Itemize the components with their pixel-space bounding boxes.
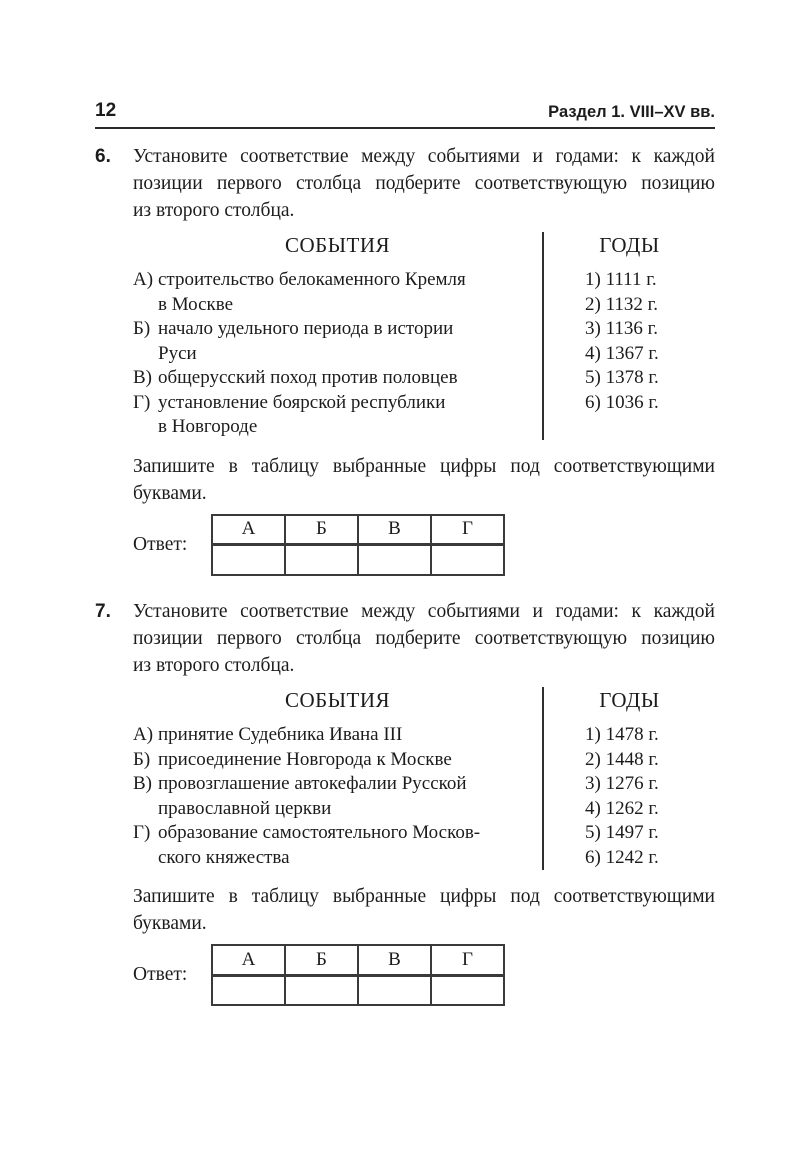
years-column xyxy=(544,687,715,870)
event-text: строительство белокаменного Кремля xyxy=(158,269,466,290)
question-6 xyxy=(95,143,715,576)
answer-column-header: Б xyxy=(285,515,358,545)
question-6-number: 6. xyxy=(95,146,111,167)
event-item xyxy=(133,391,542,440)
event-text: в Новгороде xyxy=(158,416,258,437)
question-6-prompt xyxy=(133,143,715,224)
year-item: 2) 1132 г. xyxy=(585,293,659,315)
year-item: 3) 1276 г. xyxy=(585,773,659,794)
section-title: Раздел 1. VIII–XV вв. xyxy=(548,103,715,121)
instruction-line: Запишите в таблицу выбранные цифры под соответствующими xyxy=(133,886,715,907)
instruction-line: буквами. xyxy=(133,913,207,934)
event-text: принятие Судебника Ивана III xyxy=(158,724,403,745)
event-label: В) xyxy=(133,367,152,388)
answer-column-header: А xyxy=(212,515,285,545)
event-text: начало удельного периода в истории xyxy=(158,318,454,339)
year-item: 5) 1378 г. xyxy=(585,367,659,388)
event-label: Б) xyxy=(133,318,151,339)
event-item xyxy=(133,317,542,366)
prompt-line: из второго столбца. xyxy=(133,655,295,676)
event-label: В) xyxy=(133,773,152,794)
question-7-answer-row xyxy=(133,944,715,1006)
year-item: 4) 1262 г. xyxy=(585,797,659,819)
answer-column-header: В xyxy=(358,515,431,545)
event-label: Г) xyxy=(133,391,151,413)
answer-cell xyxy=(358,975,431,1005)
events-column-header: СОБЫТИЯ xyxy=(284,688,391,712)
events-column-header: СОБЫТИЯ xyxy=(284,233,391,257)
year-item: 6) 1242 г. xyxy=(585,846,659,868)
years-column-header: ГОДЫ xyxy=(599,688,660,712)
question-7-number: 7. xyxy=(95,601,111,622)
instruction-line: буквами. xyxy=(133,482,207,504)
page-header xyxy=(95,100,715,129)
answer-header-row xyxy=(212,515,504,545)
answer-cell xyxy=(431,545,504,575)
question-7-prompt xyxy=(133,598,715,679)
prompt-line: Установите соответствие между событиями и годами: к каждой xyxy=(133,601,715,622)
years-column xyxy=(544,232,715,440)
event-text: провозглашение автокефалии Русской xyxy=(158,773,467,794)
event-label: А) xyxy=(133,724,154,745)
answer-cell xyxy=(358,545,431,575)
question-6-match-area xyxy=(133,232,715,440)
event-text: Руси xyxy=(158,342,197,364)
event-text: православной церкви xyxy=(158,797,332,819)
event-item xyxy=(133,723,542,748)
answer-column-header: Г xyxy=(431,945,504,975)
event-label: А) xyxy=(133,269,154,290)
question-7-match-area xyxy=(133,687,715,870)
year-item: 1) 1111 г. xyxy=(585,269,657,290)
answer-cell xyxy=(285,545,358,575)
answer-column-header: В xyxy=(358,945,431,975)
question-6-answer-row xyxy=(133,514,715,576)
year-item: 3) 1136 г. xyxy=(585,318,659,339)
events-column xyxy=(133,687,544,870)
event-item xyxy=(133,821,542,870)
question-7 xyxy=(95,598,715,1006)
year-item: 1) 1478 г. xyxy=(585,724,659,745)
answer-value-row xyxy=(212,545,504,575)
prompt-line: из второго столбца. xyxy=(133,200,295,221)
answer-column-header: А xyxy=(212,945,285,975)
answer-value-row xyxy=(212,975,504,1005)
answer-table xyxy=(211,514,505,576)
event-item xyxy=(133,268,542,317)
year-item: 6) 1036 г. xyxy=(585,391,659,413)
event-text: присоединение Новгорода к Москве xyxy=(158,748,452,770)
event-item xyxy=(133,748,542,773)
answer-cell xyxy=(285,975,358,1005)
question-7-instruction xyxy=(133,883,715,937)
prompt-line: Установите соответствие между событиями и годами: к каждой xyxy=(133,146,715,167)
year-item: 4) 1367 г. xyxy=(585,342,659,364)
event-label: Г) xyxy=(133,822,151,843)
event-label: Б) xyxy=(133,748,151,770)
event-text: общерусский поход против половцев xyxy=(158,367,458,388)
instruction-line: Запишите в таблицу выбранные цифры под соответствующими xyxy=(133,455,715,477)
question-6-head xyxy=(95,143,715,224)
event-item xyxy=(133,772,542,821)
answer-header-row xyxy=(212,945,504,975)
year-item: 5) 1497 г. xyxy=(585,822,659,843)
page-number: 12 xyxy=(95,100,117,121)
event-item xyxy=(133,366,542,391)
answer-cell xyxy=(212,975,285,1005)
answer-label: Ответ: xyxy=(133,964,188,985)
prompt-line: позиции первого столбца подберите соответствующую позицию xyxy=(133,173,715,194)
answer-cell xyxy=(431,975,504,1005)
year-item: 2) 1448 г. xyxy=(585,748,659,770)
answer-label: Ответ: xyxy=(133,533,188,555)
answer-column-header: Г xyxy=(431,515,504,545)
event-text: ского княжества xyxy=(158,846,290,868)
question-6-instruction xyxy=(133,453,715,507)
event-text: установление боярской республики xyxy=(158,391,446,413)
events-column xyxy=(133,232,544,440)
event-text: в Москве xyxy=(158,293,234,315)
years-column-header: ГОДЫ xyxy=(599,233,660,257)
prompt-line: позиции первого столбца подберите соответствующую позицию xyxy=(133,628,715,649)
answer-cell xyxy=(212,545,285,575)
event-text: образование самостоятельного Москов- xyxy=(158,822,481,843)
question-7-head xyxy=(95,598,715,679)
answer-column-header: Б xyxy=(285,945,358,975)
answer-table xyxy=(211,944,505,1006)
